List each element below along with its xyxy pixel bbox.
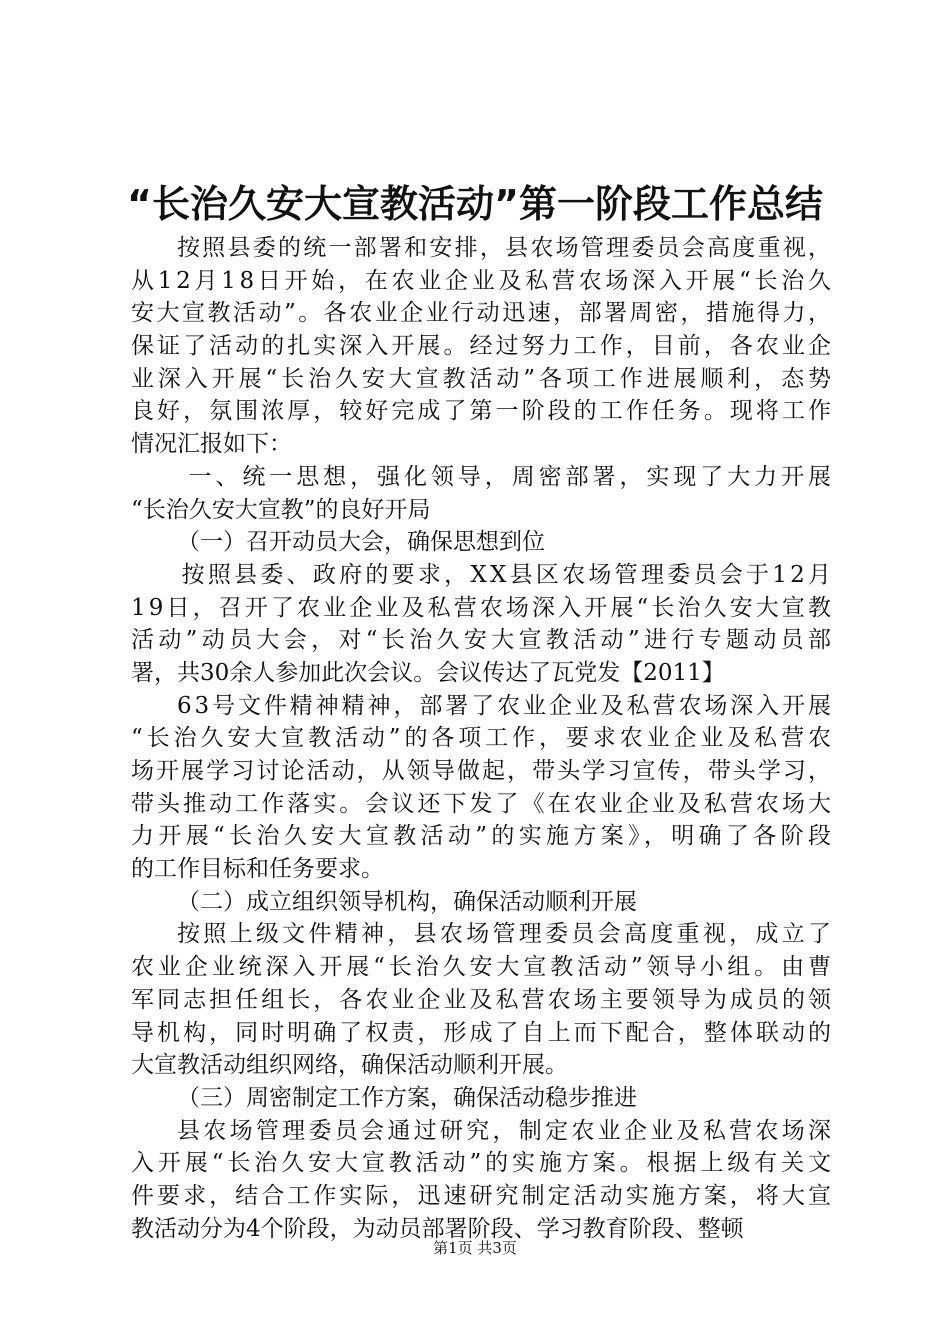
body-line: 按照县委的统一部署和安排，县农场管理委员会高度重视， [177,235,834,261]
body-line: 按照县委、政府的要求，XX县区农场管理委员会于12月 [181,561,835,588]
body-line: 带头推动工作落实。会议还下发了《在农业企业及私营农场大 [131,790,835,817]
body-line: 导机构，同时明确了权责，形成了自上而下配合，整体联动的 [131,1019,835,1046]
body-line: 保证了活动的扎实深入开展。经过努力工作，目前，各农业企 [131,333,835,360]
body-line: 活动”动员大会，对“长治久安大宣教活动”进行专题动员部 [131,627,836,654]
body-line: 教活动分为4个阶段，为动员部署阶段、学习教育阶段、整顿 [131,1215,744,1242]
document-body [131,232,836,1245]
body-line: 按照上级文件精神，县农场管理委员会高度重视，成立了 [177,921,835,948]
page-footer: 第1页 共3页 [433,1239,517,1257]
body-line: 业深入开展“长治久安大宣教活动”各项工作进展顺利，态势 [131,365,835,392]
body-line: 19日，召开了农业企业及私营农场深入开展“长治久安大宣教 [131,594,835,621]
body-line: （二）成立组织领导机构，确保活动顺利开展 [177,888,637,915]
body-line: 一、统一思想，强化领导，周密部署，实现了大力开展 [188,463,835,490]
body-line: 安大宣教活动”。各农业企业行动迅速，部署周密，措施得力， [131,300,834,327]
body-line: 63号文件精神精神，部署了农业企业及私营农场深入开展 [177,692,834,719]
body-line: 县农场管理委员会通过研究，制定农业企业及私营农场深 [177,1117,835,1144]
body-line: 的工作目标和任务要求。 [131,856,384,883]
body-line: “长治久安大宣教”的良好开局 [131,496,431,523]
body-line: 情况汇报如下： [131,431,292,458]
body-line: 大宣教活动组织网络，确保活动顺利开展。 [131,1052,568,1079]
body-line: 入开展“长治久安大宣教活动”的实施方案。根据上级有关文 [131,1150,835,1177]
body-line: 农业企业统深入开展“长治久安大宣教活动”领导小组。由曹 [131,954,835,981]
body-line: “长治久安大宣教活动”的各项工作，要求农业企业及私营农 [131,725,835,752]
body-line: （一）召开动员大会，确保思想到位 [177,529,545,556]
document-title: “长治久安大宣教活动”第一阶段工作总结 [127,182,823,226]
body-line: （三）周密制定工作方案，确保活动稳步推进 [177,1084,637,1111]
body-line: 署，共30余人参加此次会议。会议传达了瓦党发【2011】 [131,659,725,686]
body-line: 力开展“长治久安大宣教活动”的实施方案》，明确了各阶段 [131,823,836,850]
body-line: 场开展学习讨论活动，从领导做起，带头学习宣传，带头学习， [131,758,834,784]
body-line: 件要求，结合工作实际，迅速研究制定活动实施方案，将大宣 [131,1182,835,1209]
body-line: 军同志担任组长，各农业企业及私营农场主要领导为成员的领 [131,986,835,1013]
body-line: 从12月18日开始，在农业企业及私营农场深入开展“长治久 [131,267,835,294]
body-line: 良好，氛围浓厚，较好完成了第一阶段的工作任务。现将工作 [131,398,835,425]
